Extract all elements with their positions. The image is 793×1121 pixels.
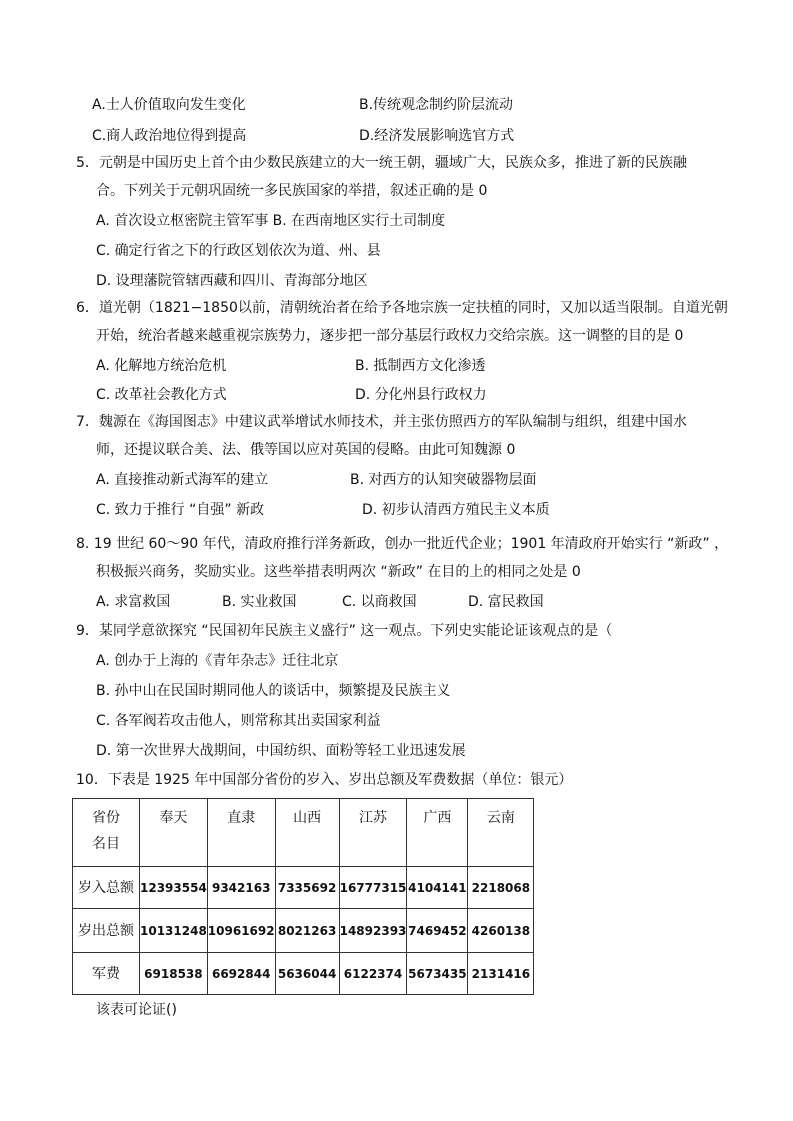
table-cell: 6918538 bbox=[140, 953, 208, 995]
table-cell: 7469452 bbox=[407, 909, 468, 953]
q4-option-b[interactable]: B.传统观念制约阶层流动 bbox=[359, 97, 514, 113]
q9-option-c[interactable]: C. 各军阀若攻击他人，则常称其出卖国家利益 bbox=[96, 713, 381, 729]
q8-option-d[interactable]: D. 富民救国 bbox=[468, 594, 544, 610]
table-cell: 8021263 bbox=[275, 909, 339, 953]
q8-option-c[interactable]: C. 以商救国 bbox=[342, 594, 417, 610]
q6-option-a[interactable]: A. 化解地方统治危机 bbox=[96, 358, 227, 374]
q6-option-b[interactable]: B. 抵制西方文化渗透 bbox=[355, 358, 486, 374]
table-cell: 4260138 bbox=[468, 909, 534, 953]
q5-option-d[interactable]: D. 设理藩院管辖西藏和四川、青海部分地区 bbox=[96, 273, 368, 289]
q8-stem-line2: 积极振兴商务，奖励实业。这些举措表明两次 “新政” 在目的上的相同之处是 0 bbox=[96, 564, 581, 580]
q6-option-c[interactable]: C. 改革社会教化方式 bbox=[96, 387, 227, 403]
table-cell: 2218068 bbox=[468, 867, 534, 909]
table-corner-bottom: 名目 bbox=[92, 836, 120, 852]
table-col-header: 奉天 bbox=[140, 799, 208, 867]
q9-option-d[interactable]: D. 第一次世界大战期间，中国纺织、面粉等轻工业迅速发展 bbox=[96, 743, 466, 759]
table-col-header: 广西 bbox=[407, 799, 468, 867]
table-col-header: 直隶 bbox=[207, 799, 275, 867]
q9-stem-line1: 9．某同学意欲探究 “民国初年民族主义盛行” 这一观点。下列史实能论证该观点的是（ bbox=[76, 623, 613, 639]
q4-option-a[interactable]: A.士人价值取向发生变化 bbox=[92, 97, 246, 113]
table-row bbox=[73, 867, 534, 909]
table-cell: 6692844 bbox=[207, 953, 275, 995]
table-row bbox=[73, 909, 534, 953]
table-cell: 6122374 bbox=[339, 953, 407, 995]
q4-option-c[interactable]: C.商人政治地位得到提高 bbox=[92, 128, 247, 144]
table-cell: 4104141 bbox=[407, 867, 468, 909]
q7-option-c[interactable]: C. 致力于推行 “自强” 新政 bbox=[96, 502, 265, 518]
q6-stem-line1: 6．道光朝（1821−1850以前，清朝统治者在给予各地宗族一定扶植的同时，又加以适当限制。自道光朝 bbox=[76, 300, 728, 316]
table-row-header: 岁入总额 bbox=[73, 867, 140, 909]
table-cell: 10131248 bbox=[140, 909, 208, 953]
q7-option-a[interactable]: A. 直接推动新式海军的建立 bbox=[96, 472, 269, 488]
table-cell: 16777315 bbox=[339, 867, 407, 909]
q7-option-b[interactable]: B. 对西方的认知突破器物层面 bbox=[350, 472, 537, 488]
q7-stem-line2: 师，还提议联合美、法、俄等国以应对英国的侵略。由此可知魏源 0 bbox=[96, 442, 516, 458]
q10-stem-line1: 10．下表是 1925 年中国部分省份的岁入、岁出总额及军费数据（单位：银元） bbox=[76, 772, 573, 788]
q4-option-d[interactable]: D.经济发展影响选官方式 bbox=[359, 128, 515, 144]
table-row bbox=[73, 953, 534, 995]
q9-option-b[interactable]: B. 孙中山在民国时期同他人的谈话中，频繁提及民族主义 bbox=[96, 683, 451, 699]
q9-option-a[interactable]: A. 创办于上海的《青年杂志》迁往北京 bbox=[96, 653, 339, 669]
q6-stem-line2: 开始，统治者越来越重视宗族势力，逐步把一部分基层行政权力交给宗族。这一调整的目的是 0 bbox=[96, 328, 684, 344]
q5-stem-line2: 合。下列关于元朝巩固统一多民族国家的举措，叙述正确的是 0 bbox=[96, 183, 488, 199]
table-cell: 5673435 bbox=[407, 953, 468, 995]
q5-stem-line1: 5．元朝是中国历史上首个由少数民族建立的大一统王朝，疆域广大，民族众多，推进了新的民族融 bbox=[76, 155, 687, 171]
table-cell: 2131416 bbox=[468, 953, 534, 995]
table-cell: 12393554 bbox=[140, 867, 208, 909]
q8-stem-line1: 8. 19 世纪 60～90 年代，清政府推行洋务新政，创办一批近代企业；1901 年清政府开始实行 “新政” ， bbox=[76, 536, 729, 552]
table-row-header: 军费 bbox=[73, 953, 140, 995]
q7-stem-line1: 7．魏源在《海国图志》中建议武举增试水师技术，并主张仿照西方的军队编制与组织，组建中国水 bbox=[76, 414, 687, 430]
table-corner-top: 省份 bbox=[92, 810, 120, 826]
table-cell: 10961692 bbox=[207, 909, 275, 953]
table-col-header: 云南 bbox=[468, 799, 534, 867]
q7-option-d[interactable]: D. 初步认清西方殖民主义本质 bbox=[362, 502, 550, 518]
table-corner-cell bbox=[73, 799, 140, 867]
table-cell: 14892393 bbox=[339, 909, 407, 953]
q8-option-a[interactable]: A. 求富救国 bbox=[96, 594, 171, 610]
q5-option-c[interactable]: C. 确定行省之下的行政区划依次为道、州、县 bbox=[96, 243, 381, 259]
table-col-header: 山西 bbox=[275, 799, 339, 867]
q8-option-b[interactable]: B. 实业救国 bbox=[222, 594, 297, 610]
q6-option-d[interactable]: D. 分化州县行政权力 bbox=[355, 387, 487, 403]
table-cell: 5636044 bbox=[275, 953, 339, 995]
table-cell: 9342163 bbox=[207, 867, 275, 909]
q10-prompt: 该表可论证() bbox=[96, 1002, 177, 1018]
q5-option-ab[interactable]: A. 首次设立枢密院主管军事 B. 在西南地区实行土司制度 bbox=[96, 213, 446, 229]
table-cell: 7335692 bbox=[275, 867, 339, 909]
table-row-header: 岁出总额 bbox=[73, 909, 140, 953]
fiscal-data-table bbox=[72, 798, 534, 995]
table-col-header: 江苏 bbox=[339, 799, 407, 867]
